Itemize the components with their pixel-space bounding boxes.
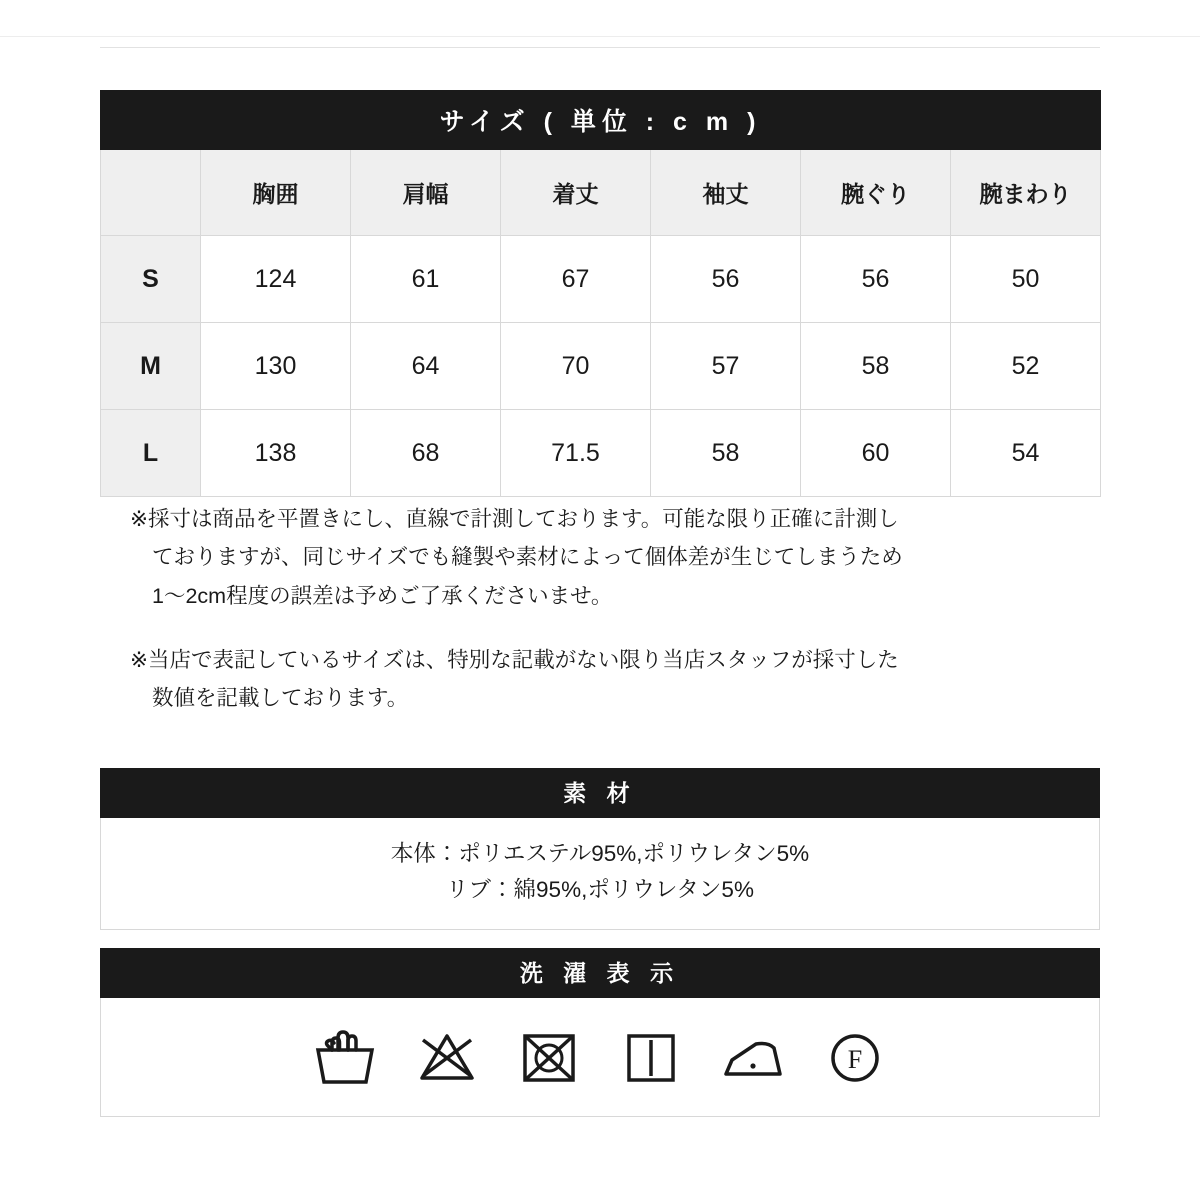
- material-section: [100, 768, 1100, 930]
- wash-care-section-title: 洗 濯 表 示: [100, 948, 1100, 998]
- cell-l-shoulder: 68: [351, 410, 501, 497]
- row-header-s: S: [101, 236, 201, 323]
- measurement-notes: [130, 500, 1090, 743]
- column-header-bust: 胸囲: [201, 150, 351, 236]
- column-header-sleeve: 袖丈: [651, 150, 801, 236]
- cell-s-arm: 50: [951, 236, 1101, 323]
- cell-s-bust: 124: [201, 236, 351, 323]
- note-block-store: [130, 641, 1090, 718]
- table-row: [101, 236, 1101, 323]
- material-section-body: [100, 818, 1100, 930]
- size-table-section: [100, 90, 1100, 497]
- line-dry-icon: [614, 1020, 688, 1094]
- column-header-arm-circumference: 腕まわり: [951, 150, 1101, 236]
- top-divider-full: [0, 36, 1200, 37]
- cell-s-length: 67: [501, 236, 651, 323]
- no-bleach-icon: [410, 1020, 484, 1094]
- material-section-title: 素 材: [100, 768, 1100, 818]
- table-row: [101, 410, 1101, 497]
- note-line: ※当店で表記しているサイズは、特別な記載がない限り当店スタッフが採寸した: [130, 647, 899, 672]
- cell-m-armhole: 58: [801, 323, 951, 410]
- row-header-m: M: [101, 323, 201, 410]
- column-header-length: 着丈: [501, 150, 651, 236]
- material-line-shell: 本体：ポリエステル95%,ポリウレタン5%: [390, 841, 810, 866]
- cell-m-sleeve: 57: [651, 323, 801, 410]
- cell-l-armhole: 60: [801, 410, 951, 497]
- size-table: [100, 90, 1101, 497]
- cell-l-length: 71.5: [501, 410, 651, 497]
- note-line: 1〜2cm程度の誤差は予めご了承くださいませ。: [152, 583, 613, 608]
- iron-low-icon: [716, 1020, 790, 1094]
- row-header-l: L: [101, 410, 201, 497]
- note-line: ※採寸は商品を平置きにし、直線で計測しております。可能な限り正確に計測し: [130, 507, 899, 531]
- wash-care-section: [100, 948, 1100, 1117]
- material-line-rib: リブ：綿95%,ポリウレタン5%: [446, 877, 754, 903]
- hand-wash-icon: [308, 1020, 382, 1094]
- svg-text:F: F: [847, 1045, 863, 1074]
- cell-s-sleeve: 56: [651, 236, 801, 323]
- size-table-header-row: [101, 150, 1101, 236]
- dryclean-f-icon: [818, 1020, 892, 1094]
- cell-m-length: 70: [501, 323, 651, 410]
- size-table-title-row: [101, 91, 1101, 150]
- wash-care-icon-row: [100, 998, 1100, 1117]
- no-tumble-dry-icon: [512, 1020, 586, 1094]
- table-row: [101, 323, 1101, 410]
- column-header-armhole: 腕ぐり: [801, 150, 951, 236]
- cell-l-bust: 138: [201, 410, 351, 497]
- cell-l-sleeve: 58: [651, 410, 801, 497]
- cell-s-shoulder: 61: [351, 236, 501, 323]
- note-line: 数値を記載しております。: [152, 686, 409, 711]
- cell-m-arm: 52: [951, 323, 1101, 410]
- cell-l-arm: 54: [951, 410, 1101, 497]
- note-line: ておりますが、同じサイズでも縫製や素材によって個体差が生じてしまうため: [152, 545, 903, 570]
- note-block-measurement: [130, 500, 1090, 615]
- size-table-title: サイズ ( 単位 : c m ): [101, 91, 1101, 150]
- top-divider-inner: [100, 47, 1100, 48]
- cell-m-bust: 130: [201, 323, 351, 410]
- column-header-shoulder: 肩幅: [351, 150, 501, 236]
- cell-m-shoulder: 64: [351, 323, 501, 410]
- cell-s-armhole: 56: [801, 236, 951, 323]
- column-header-size: [101, 150, 201, 236]
